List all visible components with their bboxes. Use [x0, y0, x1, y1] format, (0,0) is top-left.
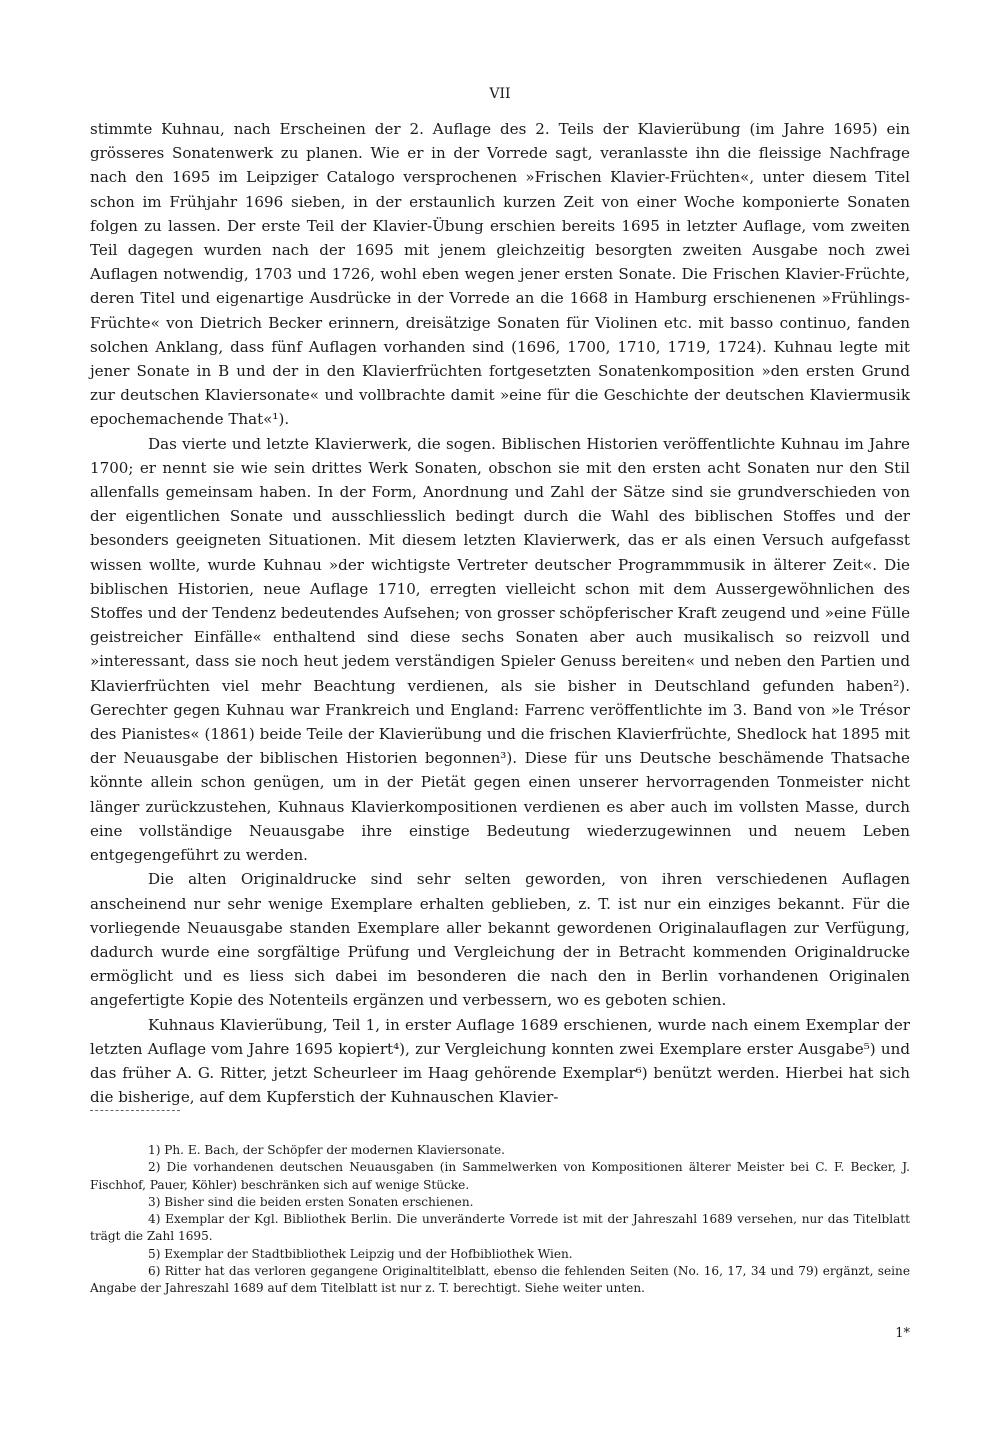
footnote: 2) Die vorhandenen deutschen Neuausgaben (in Sammelwerken von Kompositionen älterer Meister bei C. F. Becker, J. Fischhof, Pauer, Köhler) beschränken sich auf wenige Stücke.: [90, 1160, 910, 1192]
signature-mark: 1*: [895, 1326, 910, 1341]
body-text: [90, 117, 910, 1109]
page-number: VII: [489, 86, 511, 102]
footnote: 5) Exemplar der Stadtbibliothek Leipzig und der Hofbibliothek Wien.: [148, 1246, 573, 1261]
footnotes: [90, 1142, 910, 1298]
paragraph: Die alten Originaldrucke sind sehr selten geworden, von ihren verschiedenen Auflagen anscheinend nur sehr wenige Exemplare erhalten geblieben, z. T. ist nur ein einziges bekannt. Für die vorliegende Neuausgabe standen Exemplare aller bekannt gewordenen Originalauflagen zur Verfügung, dadurch wurde eine sorgfältige Prüfung und Vergleichung der in Betracht kommenden Originaldrucke ermöglicht und es liess sich dabei im besonderen die nach den in Berlin vorhandenen Originalen angefertigte Kopie des Notenteils ergänzen und verbessern, wo es geboten schien.: [90, 870, 910, 1010]
footnote: 1) Ph. E. Bach, der Schöpfer der modernen Klaviersonate.: [148, 1143, 506, 1157]
footnote: 4) Exemplar der Kgl. Bibliothek Berlin. Die unveränderte Vorrede ist mit der Jahreszahl 1689 versehen, nur das Titelblatt trägt die Zahl 1695.: [90, 1212, 910, 1244]
footnote: 3) Bisher sind die beiden ersten Sonaten erschienen.: [148, 1194, 474, 1209]
footnote-divider: [90, 1110, 180, 1111]
paragraph: Das vierte und letzte Klavierwerk, die sogen. Biblischen Historien veröffentlichte Kuhnau im Jahre 1700; er nennt sie wie sein drittes Werk Sonaten, obschon sie mit den ersten acht Sonaten nur den Stil allenfalls gemeinsam haben. In der Form, Anordnung und Zahl der Sätze sind sie grundverschieden von der eigentlichen Sonate und ausschliesslich bedingt durch die Wahl des biblischen Stoffes und der besonders geeigneten Situationen. Mit diesem letzten Klavierwerk, das er als einen Versuch aufgefasst wissen wollte, wurde Kuhnau »der wichtigste Vertreter deutscher Programmmusik in älterer Zeit«. Die biblischen Historien, neue Auflage 1710, erregten vielleicht schon mit dem Aussergewöhnlichen des Stoffes und der Tendenz bedeutendes Aufsehen; von grosser schöpferischer Kraft zeugend und »eine Fülle geistreicher Einfälle« enthaltend sind diese sechs Sonaten aber auch musikalisch so reizvoll und »interessant, dass sie noch heut jedem verständigen Spieler Genuss bereiten« und neben den Partien und Klavierfrüchten viel mehr Beachtung verdienen, als sie bisher in Deutschland gefunden haben²). Gerechter gegen Kuhnau war Frankreich und England: Farrenc veröffentlichte im 3. Band von »le Trésor des Pianistes« (1861) beide Teile der Klavierübung und die frischen Klavierfrüchte, Shedlock hat 1895 mit der Neuausgabe der biblischen Historien begonnen³). Diese für uns Deutsche beschämende Thatsache könnte allein schon genügen, um in der Pietät gegen einen unserer hervorragenden Tonmeister nicht länger zurückzustehen, Kuhnaus Klavierkompositionen verdienen es aber auch im vollsten Masse, durch eine vollständige Neuausgabe ihre einstige Bedeutung wiederzugewinnen und neuem Leben entgegengeführt zu werden.: [90, 434, 910, 865]
footnote: 6) Ritter hat das verloren gegangene Originaltitelblatt, ebenso die fehlenden Seiten (No. 16, 17, 34 und 79) ergänzt, seine Angabe der Jahreszahl 1689 auf dem Titelblatt ist nur z. T. berechtigt. Siehe weiter unten.: [90, 1264, 910, 1296]
paragraph: Kuhnaus Klavierübung, Teil 1, in erster Auflage 1689 erschienen, wurde nach einem Exemplar der letzten Auflage vom Jahre 1695 kopiert⁴), zur Vergleichung konnten zwei Exemplare erster Ausgabe⁵) und das früher A. G. Ritter, jetzt Scheurleer im Haag gehörende Exemplar⁶) benützt werden. Hierbei hat sich die bisherige, auf dem Kupferstich der Kuhnauschen Klavier-: [90, 1015, 910, 1107]
paragraph-continued: stimmte Kuhnau, nach Erscheinen der 2. Auflage des 2. Teils der Klavierübung (im Jahre 1695) ein grösseres Sonatenwerk zu planen. Wie er in der Vorrede sagt, veranlasste ihn die fleissige Nachfrage nach den 1695 im Leipziger Catalogo versprochenen »Frischen Klavier-Früchten«, unter diesem Titel schon im Frühjahr 1696 sieben, in der erstaunlich kurzen Zeit von einer Woche komponierte Sonaten folgen zu lassen. Der erste Teil der Klavier-Übung erschien bereits 1695 in letzter Auflage, vom zweiten Teil dagegen wurden nach der 1695 mit jenem gleichzeitig besorgten zweiten Ausgabe noch zwei Auflagen notwendig, 1703 und 1726, wohl eben wegen jener ersten Sonate. Die Frischen Klavier-Früchte, deren Titel und eigenartige Ausdrücke in der Vorrede an die 1668 in Hamburg erschienenen »Frühlings-Früchte« von Dietrich Becker erinnern, dreisätzige Sonaten für Violinen etc. mit basso continuo, fanden solchen Anklang, dass fünf Auflagen vorhanden sind (1696, 1700, 1710, 1719, 1724). Kuhnau legte mit jener Sonate in B und der in den Klavierfrüchten fortgesetzten Sonatenkomposition »den ersten Grund zur deutschen Klaviersonate« und vollbrachte damit »eine für die Geschichte der deutschen Klaviermusik epochemachende That«¹).: [90, 120, 910, 429]
